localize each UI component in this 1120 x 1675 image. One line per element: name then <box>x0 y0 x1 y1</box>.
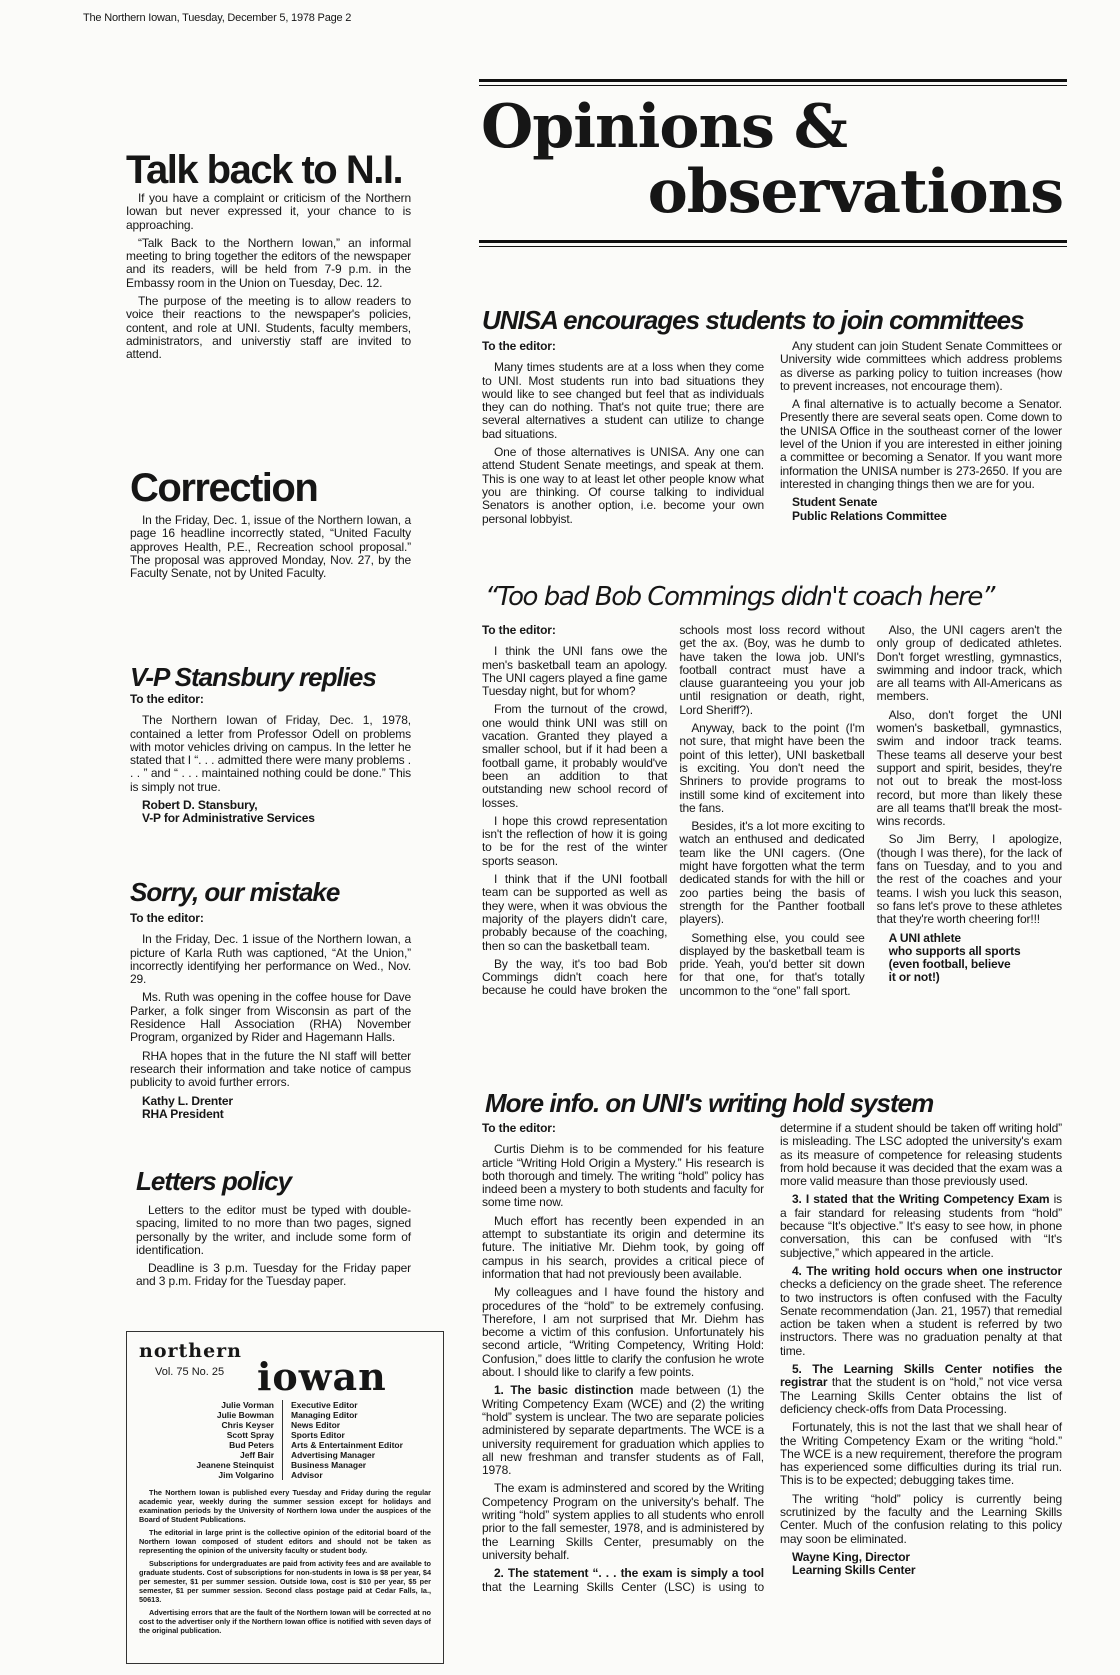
signature-line: A UNI athlete <box>888 930 961 945</box>
masthead-note: The Northern Iowan is published every Tuesday and Friday during the regular academic year, weekly during the summer session except for holidays and examination periods by the University of Northern Iowa under the auspices of the Board of Student Publications. <box>139 1488 431 1524</box>
signature-line: Wayne King, Director <box>792 1549 910 1564</box>
paragraph-text: My colleagues and I have found the history and procedures of the “hold” to be extremely confusing. Therefore, I am not surprised that Mr. Diehm has become a victim of this confusion. Unfortunately his second article, “Writing Competency, Writing Hold: Confusion,” does little to clarify the confusion he wrote about. I should like to clarify a few points. <box>482 1285 764 1380</box>
article-mistake <box>130 912 411 1121</box>
paragraph <box>136 1262 411 1289</box>
paragraph-text: In the Friday, Dec. 1, issue of the Northern Iowan, a page 16 headline incorrectly stated, “United Faculty approves Health, P.E., Recreation school proposal.” The proposal was approved Monday, Nov. 27, by the Faculty Senate, not by United Faculty. <box>130 513 411 581</box>
paragraph-text: So Jim Berry, I apologize, (though I was there), for the lack of fans on Tuesday, and to you and the rest of the coaches and your teams. I wish you luck this season, so fans let's prove to these athletes that they're worth cheering for!!! <box>876 832 1062 927</box>
signature-line: Robert D. Stansbury, <box>142 798 258 813</box>
paragraph-text: Letters to the editor must be typed with double-spacing, limited to no more than two pages, signed personally by the writer, and include some form of identification. <box>136 1203 411 1257</box>
paragraph-text: Much effort has recently been expended in an attempt to substantiate its origin and determine its future. The initiative Mr. Diehm took, by going off campus in his search, provides a critical piece of information that had not previously been available. <box>482 1213 764 1281</box>
paragraph <box>482 703 667 809</box>
staff-role: Business Manager <box>291 1460 367 1470</box>
staff-role: Managing Editor <box>291 1410 358 1420</box>
paragraph-text: that the Learning Skills Center (LSC) is using to determine if a student should be taken off writing hold” is misleading. The LSC adopted the university's exam as its measure of competence for releasing students from hold because it was decided that the exam was a more valid measure than those previously used. <box>482 1121 1062 1594</box>
paragraph-text: made between (1) the Writing Competency Exam (WCE) and (2) the writing “hold” system is unclear. The two are separate policies administered by separate departments. The WCE is a university requirement for graduation which applies to all new freshman and transfer students as of Fall, 1978. <box>482 1383 765 1478</box>
headline-talk-back: Talk back to N.I. <box>126 148 403 192</box>
paragraph-text: is a fair standard for releasing students from “hold” because “It's objective.” It's easy to see how, in phone conversation, this can be confused with “It's subjective,” which appeared in the article. <box>780 1192 1062 1260</box>
salutation: To the editor: <box>130 692 204 706</box>
paragraph <box>780 1265 1062 1358</box>
staff-role: Sports Editor <box>291 1430 345 1440</box>
masthead-volume: Vol. 75 No. 25 <box>155 1366 225 1378</box>
signature-line: V-P for Administrative Services <box>142 811 315 826</box>
masthead-name-top: northern <box>139 1340 242 1362</box>
paragraph <box>679 820 864 926</box>
staff-role: Advisor <box>291 1470 323 1480</box>
masthead-note: Subscriptions for undergraduates are paid from activity fees and are available to graduate students. Cost of subscriptions for non-students in Iowa is $8 per year, $4 per semester, $1 per summer session. Outside Iowa, cost is $10 per year, $5 per semester, $1 per summer session. Second class postage paid at Cedar Falls, Ia., 50613. <box>139 1559 431 1604</box>
paragraph-lead: 3. I stated that the Writing Competency Exam <box>792 1192 1050 1207</box>
paragraph <box>482 1482 764 1562</box>
staff-name: Julie Bowman <box>216 1410 274 1420</box>
paragraph <box>130 1050 411 1090</box>
paragraph-text: checks a deficiency on the grade sheet. The reference to two instructors is often confused with the Faculty Senate recommendation (Jan. 21, 1957) that remedial action be taken when a student is referred by two instructors. There was no graduation penalty at that time. <box>780 1277 1062 1358</box>
paragraph-text: that the student is on “hold,” not vice versa The Learning Skills Center obtains the list of deficiency check-offs from Data Processing. <box>780 1375 1062 1416</box>
staff-name: Scott Spray <box>226 1430 274 1440</box>
paragraph <box>780 1193 1062 1259</box>
paragraph <box>877 833 1062 926</box>
paragraph-lead: 5. The Learning Skills Center notifies the registrar <box>780 1362 1062 1390</box>
salutation: To the editor: <box>482 623 556 637</box>
paragraph-text: From the turnout of the crowd, one would think UNI was still on vacation. Granted they played a smaller school, but if it had been a football game, it probably would've been an addition to that outstanding new school record of losses. <box>482 702 668 810</box>
paragraph-text: Ms. Ruth was opening in the coffee house for Dave Parker, a folk singer from Wisconsin as part of the Residence Hall Association (RHA) November Program, organized by Rider and Hagemann Halls. <box>130 990 411 1045</box>
paragraph-text: I think that if the UNI football team can be supported as well as they were, when it was obvious the majority of the players didn't care, probably because of the coaching, then so can the basketball team. <box>482 872 668 953</box>
paragraph <box>482 645 667 698</box>
paragraph-text: Fortunately, this is not the last that we shall hear of the Writing Competency Exam or the writing “hold.” The WCE is a new requirement, therefore the program has experienced some difficulties during its trial run. This is to be expected; debugging takes time. <box>780 1420 1062 1488</box>
paragraph <box>482 446 764 526</box>
staff-list <box>139 1400 431 1480</box>
paragraph-text: Any student can join Student Senate Committees or University wide committees which address problems as diverse as parking policy to tuition increases (how to prevent increases, not encourage them). <box>780 339 1062 393</box>
signature-line: RHA President <box>142 1106 224 1121</box>
paragraph-text: Also, don't forget the UNI women's basketball, gymnastics, swim and indoor track teams. These teams all deserve your best support and spirit, besides, they're not out to break the most-loss record, but more than likely these are all teams that'll break the most-wins records. <box>876 707 1062 829</box>
salutation: To the editor: <box>130 911 204 925</box>
paragraph-text: The purpose of the meeting is to allow readers to voice their reactions to the newspaper's policies, content, and role at UNI. Students, faculty members, administrators, and universtiy staff are invited to attend. <box>126 294 411 362</box>
section-title-line1: Opinions & <box>481 92 847 162</box>
paragraph <box>482 1286 764 1379</box>
paragraph <box>780 340 1062 393</box>
paragraph-lead: 1. The basic distinction <box>494 1383 634 1398</box>
paragraph <box>877 709 1062 829</box>
staff-name: Jeanene Steinquist <box>196 1460 274 1470</box>
signature-line: (even football, believe <box>888 957 1011 972</box>
paragraph-text: If you have a complaint or criticism of the Northern Iowan but never expressed it, your chance to is approaching. <box>126 191 411 232</box>
signature-line: it or not!) <box>888 970 940 985</box>
staff-name: Jeff Bair <box>239 1450 274 1460</box>
paragraph <box>679 722 864 815</box>
paragraph-text: The exam is adminstered and scored by the Writing Competency Program on the university's behalf. The writing “hold” system applies to all students who enroll prior to the fall semester, 1978, and is administered by the Learning Skills Center, presumably on the university behalf. <box>482 1481 764 1562</box>
paragraph <box>482 361 764 441</box>
paragraph <box>780 1493 1062 1546</box>
paragraph <box>130 933 411 986</box>
folio: The Northern Iowan, Tuesday, December 5, 1978 Page 2 <box>83 12 352 24</box>
paragraph-text: Besides, it's a lot more exciting to watch an enthused and dedicated team like the UNI cagers. (One might have forgotten what the term dedicated stands for with the hill or zoo parties being the basis of strength for the Panther football players). <box>679 819 865 927</box>
paragraph-lead: 4. The writing hold occurs when one instructor <box>792 1263 1062 1278</box>
paragraph-text: I hope this crowd representation isn't the reflection of how it is going to be for the rest of the winter sports season. <box>482 813 668 868</box>
staff-name: Chris Keyser <box>221 1420 274 1430</box>
headline-writing-hold: More info. on UNI's writing hold system <box>485 1088 934 1118</box>
masthead-notes <box>139 1488 431 1635</box>
paragraph <box>482 873 667 953</box>
paragraph <box>126 295 411 361</box>
staff-role: Advertising Manager <box>291 1450 376 1460</box>
paragraph-text: Also, the UNI cagers aren't the only group of dedicated athletes. Don't forget wrestling, gymnastics, swimming and indoor track, which are all teams with All-Americans as members. <box>876 623 1062 704</box>
staff-name: Jim Volgarino <box>218 1470 274 1480</box>
section-rule-top <box>479 79 1067 86</box>
article-stansbury <box>130 693 411 826</box>
paragraph-text: “Talk Back to the Northern Iowan,” an informal meeting to bring together the editors of the newspaper and its readers, will be held from 7-9 p.m. in the Embassy room in the Union on Tuesday, Dec. 12. <box>126 235 411 290</box>
signature-line: who supports all sports <box>888 943 1021 958</box>
article-unisa <box>482 340 1062 545</box>
signature-line: Kathy L. Drenter <box>142 1093 233 1108</box>
article-writing-hold <box>482 1122 1062 1662</box>
paragraph-text: Curtis Diehm is to be commended for his feature article “Writing Hold Origin a Mystery.” His research is both thorough and timely. The writing “hold” policy has indeed been a mystery to both students and faculty for some time now. <box>482 1142 764 1210</box>
headline-mistake: Sorry, our mistake <box>130 877 340 907</box>
article-talk-back <box>126 192 411 367</box>
staff-role: News Editor <box>291 1420 341 1430</box>
section-rule-bottom <box>479 240 1067 247</box>
paragraph-text: The Northern Iowan of Friday, Dec. 1, 1978, contained a letter from Professor Odell on problems with motor vehicles driving on campus. In the letter he stated that I “. . . admitted there were many problems . . . ” and “ . . . maintained nothing could be done.” This is simply not true. <box>130 713 411 794</box>
article-letters-policy <box>136 1204 411 1294</box>
staff-role: Executive Editor <box>291 1400 358 1410</box>
paragraph <box>679 932 864 998</box>
masthead-name-bottom: iowan <box>257 1354 387 1399</box>
section-title-line2: observations <box>647 157 1063 227</box>
paragraph <box>126 192 411 232</box>
paragraph <box>482 1384 764 1477</box>
paragraph-text: In the Friday, Dec. 1 issue of the Northern Iowan, a picture of Karla Ruth was captioned, “At the Union,” incorrectly identifying her performance on Wed., Nov. 29. <box>130 932 411 987</box>
signature-line: Student Senate <box>792 495 878 510</box>
paragraph-text: Something else, you could see displayed by the basketball team is pride. Yeah, you'd better sit down for that one, for that's totally uncommon to the “one” fall sport. <box>679 930 865 998</box>
paragraph <box>130 714 411 794</box>
headline-unisa: UNISA encourages students to join committees <box>482 305 1024 335</box>
article-correction <box>130 514 411 585</box>
staff-name: Bud Peters <box>229 1440 274 1450</box>
paragraph <box>482 815 667 868</box>
paragraph <box>780 398 1062 491</box>
headline-commings: “Too bad Bob Commings didn't coach here” <box>485 582 994 612</box>
paragraph <box>780 1421 1062 1487</box>
masthead-box <box>126 1331 444 1664</box>
paragraph <box>482 1143 764 1209</box>
paragraph-text: Many times students are at a loss when they come to UNI. Most students run into bad situations they would like to see changed but feel that as individuals they can do nothing. That's not quite true; there are several alternatives a student can utilize to change bad situations. <box>482 360 764 441</box>
signature-line: Public Relations Committee <box>792 508 947 523</box>
signature-line: Learning Skills Center <box>792 1563 916 1578</box>
paragraph-text: By the way, it's too bad Bob Commings didn't coach here because he could have broken the schools most loss record without get the ax. (Boy, was he dumb to have taken the Iowa job. UNI's football contract must have a clause guaranteeing you your job until resignation or death, right, Lord Sheriff?). <box>482 623 865 998</box>
headline-correction: Correction <box>130 466 318 510</box>
paragraph-text: Deadline is 3 p.m. Tuesday for the Friday paper and 3 p.m. Friday for the Tuesday paper. <box>136 1261 411 1289</box>
article-commings <box>482 624 1062 1044</box>
headline-stansbury: V-P Stansbury replies <box>130 662 376 692</box>
masthead-note: Advertising errors that are the fault of the Northern Iowan will be corrected at no cost to the advertiser only if the Northern Iowan office is notified with seven days of the original publication. <box>139 1608 431 1635</box>
paragraph <box>877 624 1062 704</box>
masthead-note: The editorial in large print is the collective opinion of the editorial board of the Northern Iowan composed of student editors and should not be taken as representing the opinion of the university faculty or student body. <box>139 1528 431 1555</box>
paragraph <box>126 237 411 290</box>
paragraph-text: A final alternative is to actually become a Senator. Presently there are several seats open. Come down to the UNISA Office in the southeast corner of the lower level of the Union if you are interested in either joining a committee or becoming a Senator. If you want more information the UNISA number is 273-2650. If you are interested in changing things then we are for you. <box>780 397 1062 491</box>
staff-role: Arts & Entertainment Editor <box>291 1440 403 1450</box>
paragraph <box>130 991 411 1044</box>
paragraph <box>482 1215 764 1281</box>
paragraph-text: RHA hopes that in the future the NI staff will better research their information and take notice of campus publicity to avoid further errors. <box>130 1048 411 1090</box>
paragraph <box>130 514 411 580</box>
staff-name: Julie Vorman <box>221 1400 274 1410</box>
paragraph <box>780 1363 1062 1416</box>
paragraph-lead: 2. The statement “. . . the exam is simply a tool <box>494 1566 764 1581</box>
paragraph-text: I think the UNI fans owe the men's basketball team an apology. The UNI cagers played a fine game Tuesday night, but for whom? <box>482 644 668 699</box>
paragraph <box>136 1204 411 1257</box>
headline-letters-policy: Letters policy <box>136 1166 292 1196</box>
paragraph-text: One of those alternatives is UNISA. Any one can attend Student Senate meetings, and speak at them. This is one way to at least let other people know what you are thinking. Of course talking to individual Senators is another option, i.e. become your own personal lobbyist. <box>482 445 764 526</box>
paragraph-text: Anyway, back to the point (I'm not sure, that might have been the point of this letter), UNI basketball is exciting. You don't need the Shriners to provide programs to instill some kind of excitement into the fans. <box>679 721 865 815</box>
salutation: To the editor: <box>482 1121 556 1135</box>
salutation: To the editor: <box>482 339 556 353</box>
paragraph-text: The writing “hold” policy is currently being scrutinized by the faculty and the Learning Skills Center. Much of the confusion relating to this policy may soon be eliminated. <box>780 1491 1062 1546</box>
